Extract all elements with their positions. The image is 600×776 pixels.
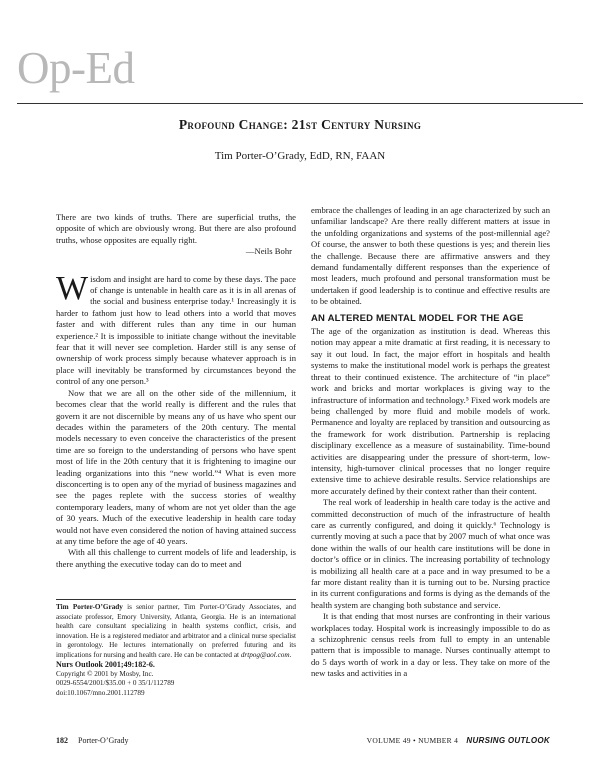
doi: doi:10.1067/mno.2001.112789 [56,688,145,697]
section-label: Op-Ed [17,43,135,93]
body-paragraph: With all this challenge to current models of life and leadership, is there anything the executive today can do to meet and [56,547,296,569]
bio-email-link[interactable]: drtpog@aol.com [240,650,290,659]
epigraph-attribution: —Neils Bohr [245,246,292,257]
header-rule [17,103,583,104]
citation: Nurs Outlook 2001;49:182-6. [56,660,155,669]
page-number: 182 [56,736,68,745]
right-column [311,205,550,680]
body-paragraph: It is that ending that most nurses are confronting in their various workplaces today. Hospital work is increasingly impossible to do as a schizophrenic census reels from full to empty in an untenable pattern that is impossible to manage. Nurses continually attempt to do 5 days worth of work in a day or less. They take on more of the new tasks and activities in a [311,611,550,679]
author-line: Tim Porter-O’Grady, EdD, RN, FAAN [214,150,386,162]
author-bio: Tim Porter-O’Grady is senior partner, Tim Porter-O’Grady Associates, and associate professor, Emory University, Atlanta, Georgia. He is an international health care consultant specializing in health systems conflict, crisis, and innovation. He is a registered mediator and arbitrator and a clinical nurse specialist in gerontology. He lectures internationally on preferred futuring and its implications for nursing and health care. He can be contacted at drtpog@aol.com. [56,603,296,659]
footer-journal: NURSING OUTLOOK [466,736,550,745]
body-paragraph: Wisdom and insight are hard to come by these days. The pace of change is untenable in health care as it is in all arenas of the social and business enterprise today.¹ Increasingly it is harder to fathom just how to lead others into a world that moves faster and with different rules than any time in our human experience.² It is impossible to initiate change without the inevitable fear that it will never see completion. Harder still is any sense of ownership of work process simply because whatever approach is in place will inevitably be transformed by circumstances beyond the control of any one person.³ [56,269,296,387]
bio-name: Tim Porter-O’Grady [56,603,123,611]
article-title: Profound Change: 21st Century Nursing [178,117,422,132]
issn: 0029-6554/2001/$35.00 + 0 35/1/112789 [56,679,175,688]
epigraph [56,212,296,258]
body-paragraph: The age of the organization as institution is dead. Whereas this notion may appear a mite dramatic at first reading, it is necessary to say it out loud. In fact, the major effort in hospitals and health systems to make the institutional model work is perhaps the greatest threat to their continued existence. The architecture of “in place” work and bricks and mortar workplaces is giving way to the infrastructure of information and technology.⁵ Fixed work models are being challenged by more fluid and mobile models of work. Permanence and loyalty are replaced by transition and outsourcing as the framework for work distribution. Partnership is replacing disciplinary excellence as a measure of sustainability. Time-bound activities are disappearing under the pressure of short-term, low-intensity, high-turnover clinical processes that no longer require extensive time to achieve desirable results. Service relationships are more accurately defined by their context rather than their content. [311,326,550,496]
left-column [56,212,296,570]
footer-volume: VOLUME 49 • NUMBER 4 [366,736,459,745]
body-paragraph: embrace the challenges of leading in an age characterized by such an unfamiliar landscape? Are there really different matters at issue in the unfolding organizations and systems of the post-millennial age? Of course, the answer to both these questions is yes; and therein lies the challenge. Because there are affirmative answers and they demand fundamentally different responses than the experience of most leaders, much profound and personal transformation must be undertaken if good leadership is to continue and effective results are to be obtained. [311,205,550,307]
page-footer [56,736,550,745]
copyright: Copyright © 2001 by Mosby, Inc. [56,669,154,678]
section-heading: AN ALTERED MENTAL MODEL FOR THE AGE [311,312,524,324]
epigraph-quote: There are two kinds of truths. There are superficial truths, the opposite of which are obviously wrong. But there are also profound truths, whose opposites are equally right. [56,212,296,245]
bio-rule [56,599,296,600]
publication-info [56,660,296,698]
body-paragraph: The real work of leadership in health care today is the active and committed deconstruction of much of the infrastructure of health care as currently configured, and doing it quickly.⁶ Technology is currently moving at such a pace that by 2007 much of what once was done within the walls of our health care institutions will be done in doctor’s office or in clinics. The increasing portability of technology is mobilizing all health care at a pace and in way presumed to be a far more distant reality than it is turning out to be. Nursing practice in its current configurations and forms is dying as the demands of the health system are changing both substance and service. [311,497,550,610]
body-paragraph: Now that we are all on the other side of the millennium, it becomes clear that the world really is different and the rules that govern it are not discernible by means any of us have who spent our decades within the parameters of the 20th century. The mental models necessary to even conceive the characteristics of the present time are so foreign to the understanding of persons who have spent most of life in the 20th century that it is frightening to imagine our leading organizations into this “new world.”⁴ What is even more disconcerting is to open any of the myriad of business magazines and see the pages replete with the success stories of wealthy contemporary leaders, many of whom are not yet older than the age of 30 years. Much of the executive leadership in health care today would not have even considered the notion of having attained success at any time before the age of 40 years. [56,387,296,546]
footer-author: Porter-O’Grady [78,736,129,745]
drop-cap: W [56,269,89,307]
